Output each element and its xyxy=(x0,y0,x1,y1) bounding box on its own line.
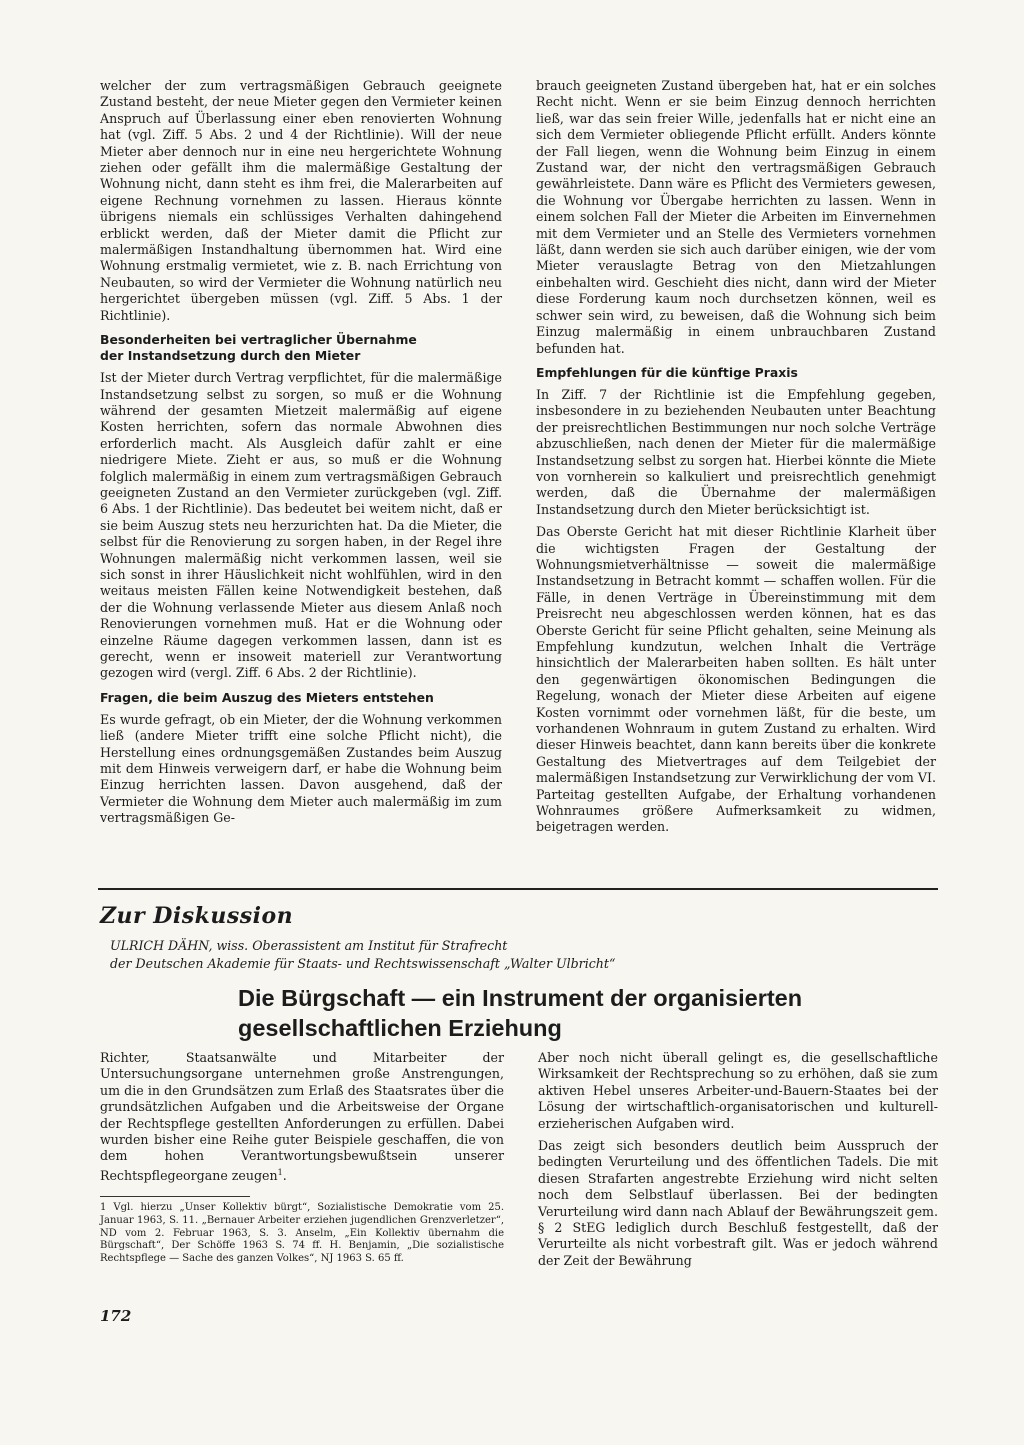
paragraph: Das zeigt sich besonders deutlich beim Ausspruch der bedingten Verurteilung und des öffentlichen Tadels. Die mit diesen Strafarten angestrebte Erziehung wird nicht selten noch dem Selbstlauf überlassen. Bei der bedingten Verurteilung wird dann nach Ablauf der Bewährungszeit gem. § 2 StEG lediglich durch Beschluß festgestellt, daß der Verurteilte als nicht vorbestraft gilt. Was er jedoch während der Zeit der Bewährung xyxy=(538,1138,938,1268)
paragraph: In Ziff. 7 der Richtlinie ist die Empfehlung gegeben, insbesondere in zu beziehenden Neubauten unter Beachtung der preisrechtlichen Bestimmungen nur noch solche Verträge abzuschließen, nach denen der Mieter für die malermäßige Instandsetzung selbst zu sorgen hat. Hierbei könnte die Miete von vornherein so kalkuliert und preisrechtlich genehmigt werden, daß die Übernahme der malermäßigen Instandsetzung durch den Mieter berücksichtigt ist. xyxy=(536,386,936,517)
upper-right-column xyxy=(536,78,936,842)
page-number: 172 xyxy=(100,1307,132,1325)
section-heading: Empfehlungen für die künftige Praxis xyxy=(536,364,798,380)
paragraph: Richter, Staatsanwälte und Mitarbeiter der Untersuchungsorgane unternehmen große Anstrengungen, um die in den Grundsätzen zum Erlaß des Staatsrates über die grundsätzlichen Aufgaben und die Arbeitsweise der Organe der Rechtspflege gestellten Anforderungen zu erfüllen. Dabei wurden bisher eine Reihe guter Beispiele geschaffen, die von dem hohen Verantwortungsbewußtsein unserer Rechtspflegeorgane zeugen$^1$. xyxy=(100,1050,504,1184)
heading-line: der Instandsetzung durch den Mieter xyxy=(100,348,361,364)
author-line: der Deutschen Akademie für Staats- und Rechtswissenschaft „Walter Ulbricht“ xyxy=(110,956,616,971)
author-byline xyxy=(110,937,615,973)
section-heading: Fragen, die beim Auszug des Mieters entstehen xyxy=(100,689,434,705)
section-label: Zur Diskussion xyxy=(100,903,294,929)
author-line: ULRICH DÄHN, wiss. Oberassistent am Institut für Strafrecht xyxy=(110,938,508,953)
title-line: Die Bürgschaft — ein Instrument der organisierten xyxy=(238,985,803,1011)
section-heading xyxy=(100,332,502,364)
lower-left-column xyxy=(100,1050,504,1190)
section-divider xyxy=(98,888,938,890)
footnote: 1 Vgl. hierzu „Unser Kollektiv bürgt“, Sozialistische Demokratie vom 25. Januar 1963, S. 11. „Bernauer Arbeiter erziehen jugendlichen Grenzverletzer“, ND vom 2. Februar 1963, S. 3. Anselm, „Ein Kollektiv übernahm die Bürgschaft“, Der Schöffe 1963 S. 74 ff. H. Benjamin, „Die sozialistische Rechtspflege — Sache des ganzen Volkes“, NJ 1963 S. 65 ff. xyxy=(100,1202,504,1265)
article-title xyxy=(238,983,938,1043)
heading-line: Besonderheiten bei vertraglicher Übernahme xyxy=(100,332,417,348)
paragraph-text: Richter, Staatsanwälte und Mitarbeiter der Untersuchungsorgane unternehmen große Anstrengungen, um die in den Grundsätzen zum Erlaß des Staatsrates über die grundsätzlichen Aufgaben und die Arbeitsweise der Organe der Rechtspflege gestellten Anforderungen zu erfüllen. Dabei wurden bisher eine Reihe guter Beispiele geschaffen, die von dem hohen Verantwortungsbewußtsein unserer Rechtspflegeorgane zeugen xyxy=(100,1050,504,1184)
footnote-divider xyxy=(100,1196,250,1197)
title-line: gesellschaftlichen Erziehung xyxy=(238,1015,562,1041)
paragraph: Ist der Mieter durch Vertrag verpflichtet, für die malermäßige Instandsetzung selbst zu sorgen, so muß er die Wohnung während der gesamten Mietzeit malermäßig auf eigene Kosten herrichten, sofern das normale Abwohnen dies erforderlich macht. Als Ausgleich dafür zahlt er eine niedrigere Miete. Zieht er aus, so muß er die Wohnung folglich malermäßig in einem zum vertragsmäßigen Gebrauch geeigneten Zustand an den Vermieter zurückgeben (vgl. Ziff. 6 Abs. 1 der Richtlinie). Das bedeutet bei weitem nicht, daß er sie beim Auszug stets neu herzurichten hat. Da die Mieter, die selbst für die Renovierung zu sorgen haben, in der Regel ihre Wohnungen malermäßig nicht verkommen lassen, weil sie sich sonst in ihrer Häuslichkeit nicht wohlfühlen, wird in den weitaus meisten Fällen keine Notwendigkeit bestehen, daß der die Wohnung verlassende Mieter aus diesem Anlaß noch Renovierungen vornehmen muß. Hat er die Wohnung oder einzelne Räume dagegen verkommen lassen, dann ist es gerecht, wenn er insoweit materiell zur Verantwortung gezogen wird (vergl. Ziff. 6 Abs. 2 der Richtlinie). xyxy=(100,370,502,681)
paragraph: Aber noch nicht überall gelingt es, die gesellschaftliche Wirksamkeit der Rechtsprechung so zu erhöhen, daß sie zum aktiven Hebel unseres Arbeiter-und-Bauern-Staates bei der Lösung der wirtschaftlich-organisatorischen und kulturell-erzieherischen Aufgaben wird. xyxy=(538,1050,938,1131)
footnote-mark: 1 xyxy=(277,1167,283,1177)
lower-right-column xyxy=(538,1050,938,1275)
paragraph: welcher der zum vertragsmäßigen Gebrauch geeignete Zustand besteht, der neue Mieter gegen den Vermieter keinen Anspruch auf Überlassung einer eben renovierten Wohnung hat (vgl. Ziff. 5 Abs. 2 und 4 der Richtlinie). Will der neue Mieter aber dennoch nur in eine neu hergerichtete Wohnung ziehen oder gefällt ihm die malermäßige Gestaltung der Wohnung nicht, dann steht es ihm frei, die Malerarbeiten auf eigene Rechnung vornehmen zu lassen. Hieraus könnte übrigens niemals ein schlüssiges Verhalten dahingehend erblickt werden, daß der Mieter damit die Pflicht zur malermäßigen Instandhaltung übernommen hat. Wird eine Wohnung erstmalig vermietet, wie z. B. nach Errichtung von Neubauten, so wird der Vermieter die Wohnung natürlich neu hergerichtet übergeben müssen (vgl. Ziff. 5 Abs. 1 der Richtlinie). xyxy=(100,78,502,323)
paragraph: brauch geeigneten Zustand übergeben hat, hat er ein solches Recht nicht. Wenn er sie beim Einzug dennoch herrichten ließ, war das sein freier Wille, jedenfalls hat er nicht eine an sich dem Vermieter obliegende Pflicht erfüllt. Anders könnte der Fall liegen, wenn die Wohnung beim Einzug in einem Zustand war, der nicht den vertragsmäßigen Gebrauch gewährleistete. Dann wäre es Pflicht des Vermieters gewesen, die Wohnung vor Übergabe herrichten zu lassen. Wenn in einem solchen Fall der Mieter die Arbeiten im Einvernehmen mit dem Vermieter und an Stelle des Vermieters vornehmen läßt, dann werden sie sich auch darüber einigen, wie der vom Mieter verauslagte Betrag von den Mietzahlungen einbehalten wird. Geschieht dies nicht, dann wird der Mieter diese Forderung kaum noch durchsetzen können, weil es schwer sein wird, zu beweisen, daß die Wohnung sich beim Einzug malermäßig in einem unbrauchbaren Zustand befunden hat. xyxy=(536,78,936,356)
paragraph: Es wurde gefragt, ob ein Mieter, der die Wohnung verkommen ließ (andere Mieter trifft eine solche Pflicht nicht), die Herstellung eines ordnungsgemäßen Zustandes beim Auszug mit dem Hinweis verweigern darf, er habe die Wohnung beim Einzug herrichten lassen. Davon ausgehend, daß der Vermieter die Wohnung dem Mieter auch malermäßig im zum vertragsmäßigen Ge- xyxy=(100,711,502,826)
upper-left-column xyxy=(100,78,502,833)
paragraph: Das Oberste Gericht hat mit dieser Richtlinie Klarheit über die wichtigsten Fragen der Gestaltung der Wohnungsmietverhältnisse — soweit die malermäßige Instandsetzung in Betracht kommt — schaffen wollen. Für die Fälle, in denen Verträge in Übereinstimmung mit dem Preisrecht neu abgeschlossen werden können, hat es das Oberste Gericht für seine Pflicht gehalten, seine Meinung als Empfehlung kundzutun, welchen Inhalt die Verträge hinsichtlich der Malerarbeiten haben sollten. Es hält unter den gegenwärtigen ökonomischen Bedingungen die Regelung, wonach der Mieter diese Arbeiten auf eigene Kosten vornimmt oder vornehmen läßt, für die beste, um vorhandenen Wohnraum in gutem Zustand zu erhalten. Wird dieser Hinweis beachtet, dann kann bereits über die konkrete Gestaltung des Mietvertrages auf dem Teilgebiet der malermäßigen Instandsetzung zur Verwirklichung der vom VI. Parteitag gestellten Aufgabe, der Erhaltung vorhandenen Wohnraumes größere Aufmerksamkeit zu widmen, beigetragen werden. xyxy=(536,524,936,835)
